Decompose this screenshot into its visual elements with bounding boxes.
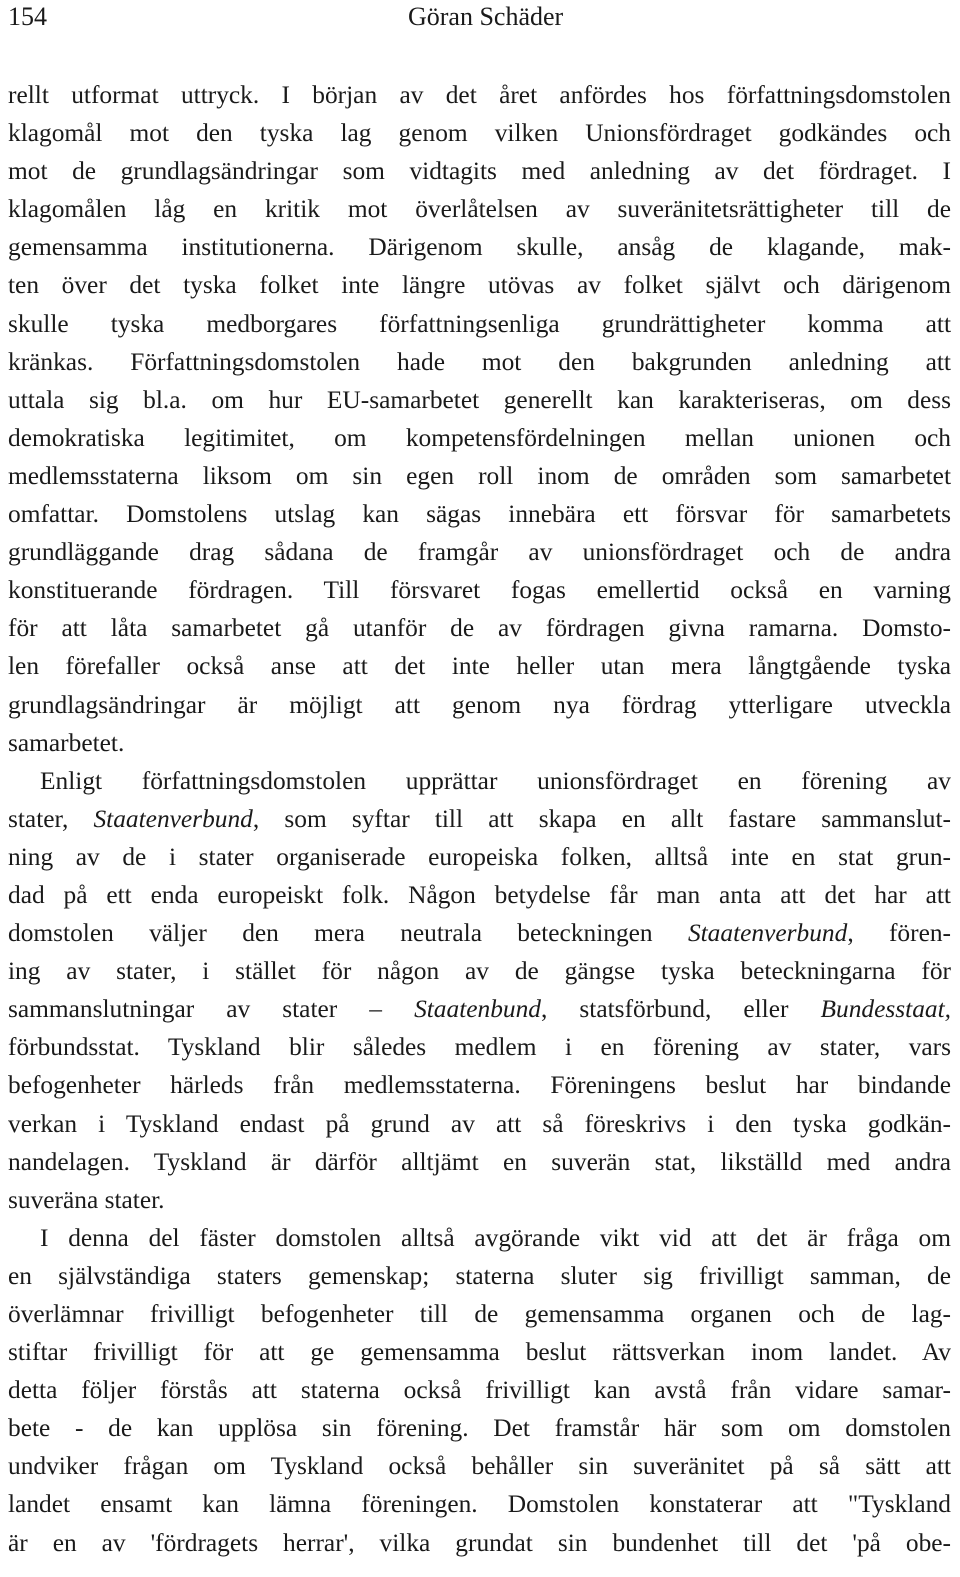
running-head-author: Göran Schäder [408, 2, 564, 31]
text-line [8, 228, 951, 266]
italic-term: Staatenverbund [687, 919, 848, 948]
page-number: 154 [8, 2, 47, 31]
text-line [8, 990, 951, 1028]
text-line [8, 571, 951, 609]
text-line [8, 762, 951, 800]
text-segment: stater, [8, 804, 94, 833]
text-line [8, 838, 951, 876]
text-line [8, 152, 951, 190]
text-line [8, 1295, 951, 1333]
text-segment: en självständiga staters gemenskap; staterna sluter sig frivilligt samman, de [8, 1261, 951, 1290]
text-segment: medlemsstaterna liksom om sin egen roll inom de områden som samarbetet [8, 461, 951, 490]
text-segment: befogenheter härleds från medlemsstaterna. Föreningens beslut har bindande [8, 1071, 951, 1100]
text-line [8, 1524, 951, 1562]
text-line [8, 495, 951, 533]
text-segment: gemensamma institutionerna. Därigenom skulle, ansåg de klagande, mak- [8, 233, 951, 262]
text-segment: ten över det tyska folket inte längre utövas av folket självt och därigenom [8, 271, 951, 300]
text-segment: överlämnar frivilligt befogenheter till de gemensamma organen och de lag- [8, 1300, 951, 1328]
paragraph [8, 762, 951, 1219]
text-line [8, 305, 951, 343]
text-line [8, 1028, 951, 1066]
text-line [8, 1409, 951, 1447]
text-line [8, 533, 951, 571]
text-segment: mot de grundlagsändringar som vidtagits med anledning av det fördraget. I [8, 157, 951, 186]
text-line [8, 76, 951, 114]
text-line [8, 419, 951, 457]
text-segment: suveräna stater. [8, 1185, 165, 1214]
text-line [8, 190, 951, 228]
text-segment: samarbetet. [8, 728, 125, 757]
text-line [8, 1333, 951, 1371]
text-line [8, 1143, 951, 1181]
italic-term: Staatenverbund [93, 804, 253, 833]
text-line [8, 724, 951, 762]
text-line [8, 114, 951, 152]
text-segment: är en av 'fördragets herrar', vilka grundat sin bundenhet till det 'på obe- [8, 1528, 951, 1557]
text-line [8, 1447, 951, 1485]
text-line [8, 609, 951, 647]
text-segment: skulle tyska medborgares författningsenliga grundrättigheter komma att [8, 309, 951, 338]
text-segment: klagomål mot den tyska lag genom vilken Unionsfördraget godkändes och [8, 119, 951, 148]
text-line [8, 343, 951, 381]
text-line [8, 381, 951, 419]
text-segment: , statsförbund, eller [541, 995, 821, 1024]
text-segment: , fören- [847, 919, 951, 948]
text-segment: domstolen väljer den mera neutrala beteckningen [8, 919, 688, 948]
text-segment: kränkas. Författningsdomstolen hade mot den bakgrunden anledning att [8, 347, 951, 376]
paragraph [8, 1219, 951, 1562]
text-line [8, 1181, 951, 1219]
text-line [8, 952, 951, 990]
text-segment: grundlagsändringar är möjligt att genom nya fördrag ytterligare utveckla [8, 690, 951, 719]
text-line [8, 800, 951, 838]
text-line [8, 686, 951, 724]
italic-term: Bundesstaat, [820, 995, 951, 1024]
page-header [0, 0, 960, 34]
text-segment: stiftar frivilligt för att ge gemensamma beslut rättsverkan inom landet. Av [8, 1338, 951, 1367]
text-line [8, 914, 951, 952]
text-line [8, 1066, 951, 1104]
text-segment: undviker frågan om Tyskland också behåller sin suveränitet på så sätt att [8, 1452, 951, 1481]
text-segment: dad på ett enda europeiskt folk. Någon betydelse får man anta att det har att [8, 880, 951, 909]
text-segment: demokratiska legitimitet, om kompetensfördelningen mellan unionen och [8, 423, 951, 452]
text-segment: grundläggande drag sådana de framgår av unionsfördraget och de andra [8, 538, 951, 567]
text-segment: bete - de kan upplösa sin förening. Det framstår här som om domstolen [8, 1414, 951, 1443]
text-segment: verkan i Tyskland endast på grund av att så föreskrivs i den tyska godkän- [8, 1109, 951, 1138]
text-segment: ing av stater, i stället för någon av de gängse tyska beteckningarna för [8, 957, 951, 986]
text-line [8, 1105, 951, 1143]
italic-term: Staatenbund [414, 995, 542, 1024]
text-line [8, 457, 951, 495]
text-segment: uttala sig bl.a. om hur EU-samarbetet generellt kan karakteriseras, om dess [8, 385, 951, 414]
text-line [8, 876, 951, 914]
text-line [8, 1371, 951, 1409]
text-line [8, 266, 951, 304]
text-segment: len förefaller också anse att det inte heller utan mera långtgående tyska [8, 652, 951, 681]
text-segment: nandelagen. Tyskland är därför alltjämt en suverän stat, likställd med andra [8, 1147, 951, 1176]
text-segment: omfattar. Domstolens utslag kan sägas innebära ett försvar för samarbetets [8, 500, 951, 529]
text-line [8, 1219, 951, 1257]
paragraph [8, 76, 951, 762]
text-segment: klagomålen låg en kritik mot överlåtelsen av suveränitetsrättigheter till de [8, 195, 951, 224]
text-segment: konstituerande fördragen. Till försvaret fogas emellertid också en varning [8, 576, 951, 605]
text-segment: för att låta samarbetet gå utanför de av fördragen givna ramarna. Domsto- [8, 614, 951, 643]
text-segment: sammanslutningar av stater – [8, 995, 415, 1024]
text-segment: I denna del fäster domstolen alltså avgörande vikt vid att det är fråga om [40, 1223, 951, 1252]
body-text [8, 76, 951, 1562]
text-line [8, 1485, 951, 1523]
text-segment: förbundsstat. Tyskland blir således medlem i en förening av stater, vars [8, 1033, 951, 1062]
text-segment: rellt utformat uttryck. I början av det året anfördes hos författningsdomstolen [8, 81, 951, 109]
text-line [8, 647, 951, 685]
text-segment: landet ensamt kan lämna föreningen. Domstolen konstaterar att "Tyskland [8, 1490, 951, 1519]
text-segment: detta följer förstås att staterna också frivilligt kan avstå från vidare samar- [8, 1376, 951, 1405]
text-segment: Enligt författningsdomstolen upprättar unionsfördraget en förening av [40, 766, 951, 795]
text-line [8, 1257, 951, 1295]
text-segment: ning av de i stater organiserade europeiska folken, alltså inte en stat grun- [8, 842, 951, 871]
text-segment: , som syftar till att skapa en allt fastare sammanslut- [252, 804, 951, 833]
